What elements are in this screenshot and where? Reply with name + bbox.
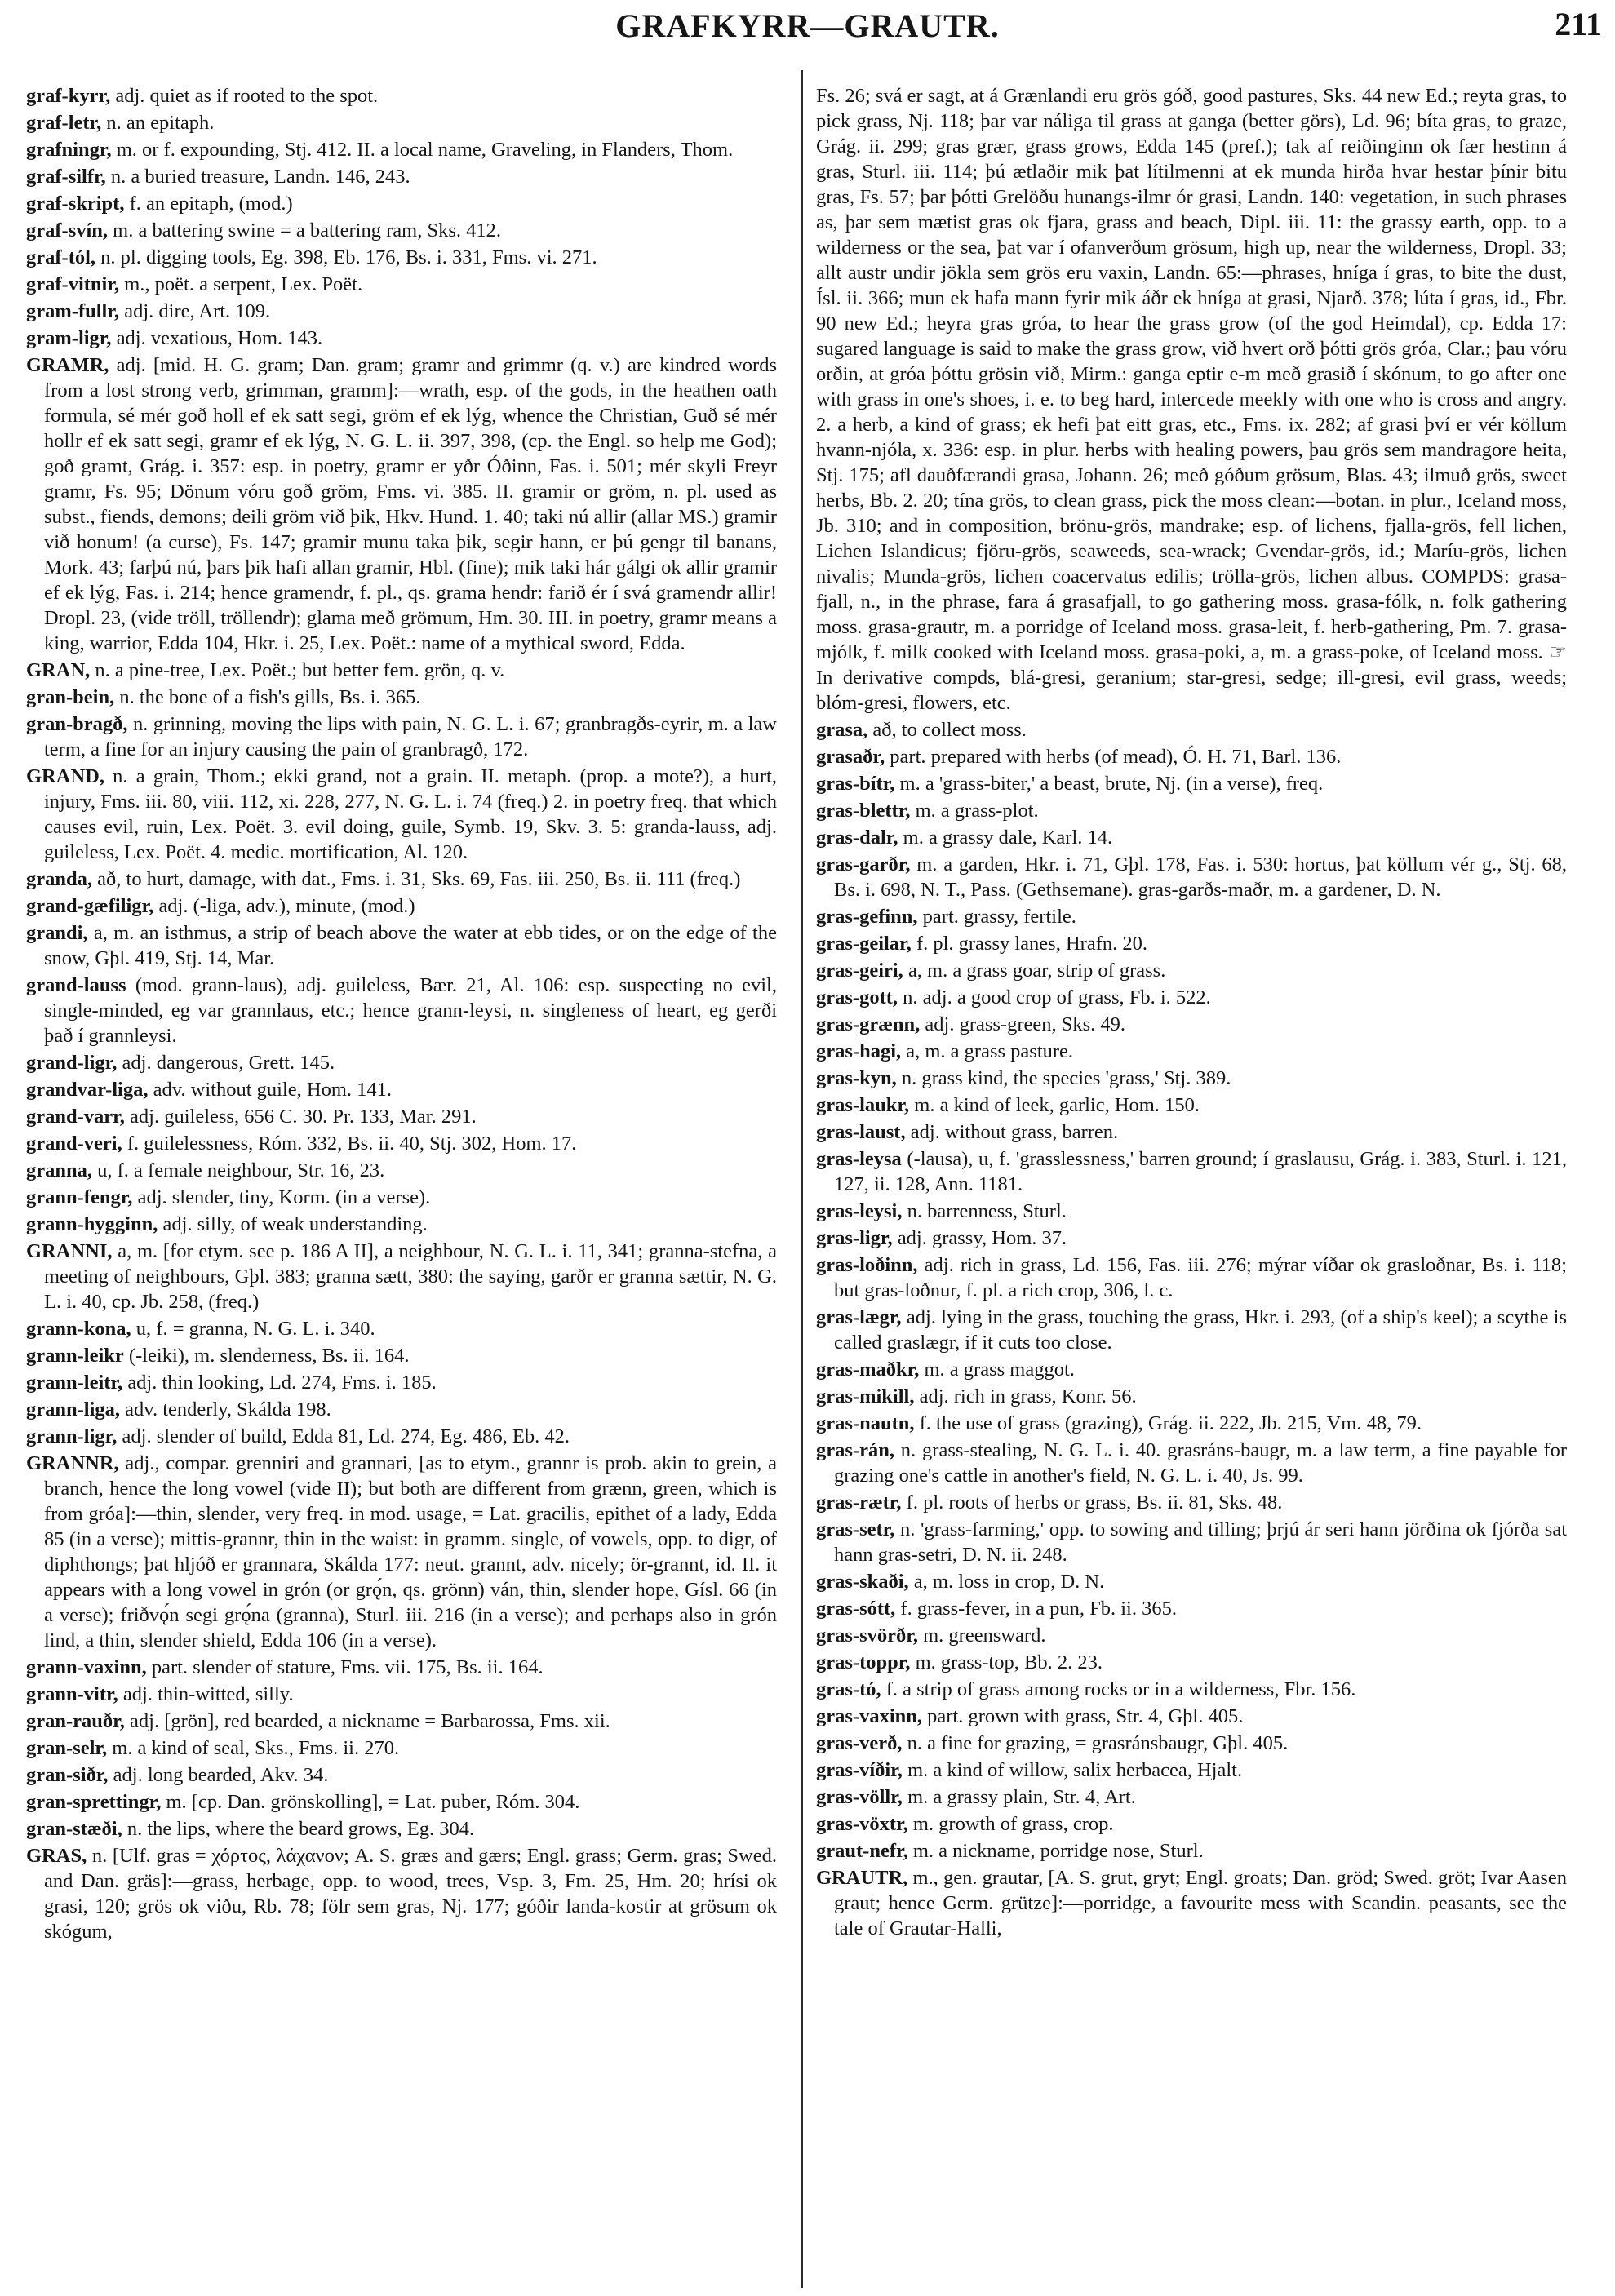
entry-headword: graf-letr, [26, 112, 102, 134]
dictionary-entry [816, 717, 1567, 742]
entry-definition: m. grass-top, Bb. 2. 23. [910, 1651, 1103, 1673]
dictionary-entry [816, 1596, 1567, 1621]
entry-headword: gras-gott, [816, 986, 898, 1008]
entry-definition: n. grass kind, the species 'grass,' Stj. 389. [896, 1067, 1231, 1089]
dictionary-entry [26, 299, 777, 324]
entry-definition: n. barrenness, Sturl. [902, 1200, 1067, 1222]
dictionary-entry [26, 1735, 777, 1761]
entry-definition: m. a 'grass-biter,' a beast, brute, Nj. (in a verse), freq. [894, 773, 1324, 795]
entry-definition: adj. thin-witted, silly. [118, 1683, 294, 1705]
dictionary-entry [26, 973, 777, 1048]
entry-definition: adj. grass-green, Sks. 49. [920, 1013, 1126, 1035]
entry-headword: gras-vaxinn, [816, 1705, 923, 1727]
entry-definition: adj. slender of build, Edda 81, Ld. 274, Eg. 486, Eb. 42. [117, 1425, 570, 1447]
entry-definition: a, m. loss in crop, D. N. [908, 1571, 1105, 1593]
entry-headword: graf-kyrr, [26, 85, 111, 107]
entry-definition: m., poët. a serpent, Lex. Poët. [119, 273, 363, 295]
dictionary-entry [816, 1252, 1567, 1303]
entry-headword: gran-sprettingr, [26, 1791, 162, 1813]
dictionary-entry [816, 1704, 1567, 1729]
dictionary-entry [26, 1239, 777, 1314]
entry-headword: GRANNI, [26, 1240, 113, 1262]
dictionary-entry [816, 1650, 1567, 1675]
entry-headword: grasa, [816, 719, 868, 741]
dictionary-entry [816, 1384, 1567, 1409]
dictionary-entry [26, 1370, 777, 1395]
entry-headword: gras-kyn, [816, 1067, 897, 1089]
entry-definition: (-leiki), m. slenderness, Bs. ii. 164. [123, 1345, 410, 1367]
entry-definition: adj. rich in grass, Ld. 156, Fas. iii. 276; mýrar víðar ok grasloðnar, Bs. i. 118; but gras-loðnur, f. pl. a rich crop, 306, l. c. [834, 1254, 1567, 1301]
entry-definition: m. growth of grass, crop. [907, 1813, 1114, 1835]
left-column [26, 83, 777, 2286]
entry-headword: gras-tó, [816, 1678, 881, 1700]
entry-headword: grann-hygginn, [26, 1213, 158, 1235]
dictionary-entry [26, 1343, 777, 1368]
entry-headword: gras-skaði, [816, 1571, 909, 1593]
dictionary-entry [26, 83, 777, 109]
dictionary-entry [816, 1784, 1567, 1810]
entry-definition: adj., compar. grenniri and grannari, [as to etym., grannr is prob. akin to grein, a branch, hence the long vowel (vide II); but both are different from grænn, green, which is from gróa]:—thin, slender, very freq. in mod. usage, = Lat. gracilis, epithet of a lady, Edda 85 (in a verse); mittis-grannr, thin in the waist: in gramm. single, of vowels, opp. to digr, of diphthongs; þat hljóð er grannara, Skálda 177: neut. grannt, adv. nicely; ör-grannt, id. II. it appears with a long vowel in grón (or grǫ́n, qs. grönn) ván, thin, slender hope, Gísl. 66 (in a verse); friðvǫ́n segi grǫ́na (granna), Sturl. iii. 216 (in a verse); and perhaps also in grón lind, a thin, slender shield, Edda 106 (in a verse). [44, 1452, 777, 1651]
entry-headword: gras-toppr, [816, 1651, 911, 1673]
dictionary-entry [816, 1490, 1567, 1515]
dictionary-entry [26, 1212, 777, 1237]
entry-headword: gras-völlr, [816, 1786, 903, 1808]
entry-definition: n. the lips, where the beard grows, Eg. 304. [122, 1818, 475, 1840]
entry-definition: n. an epitaph. [101, 112, 215, 134]
dictionary-entry [26, 920, 777, 971]
dictionary-entry [26, 1316, 777, 1341]
entry-headword: gras-laukr, [816, 1094, 910, 1116]
dictionary-entry [816, 1517, 1567, 1567]
entry-definition: að, to collect moss. [867, 719, 1027, 741]
dictionary-entry [816, 1012, 1567, 1037]
dictionary-entry [26, 218, 777, 243]
entry-headword: grandi, [26, 922, 88, 944]
entry-definition: m. a kind of seal, Sks., Fms. ii. 270. [107, 1737, 400, 1759]
dictionary-entry [816, 1199, 1567, 1224]
entry-headword: grann-vitr, [26, 1683, 118, 1705]
dictionary-entry [26, 658, 777, 683]
entry-definition: adj. (-liga, adv.), minute, (mod.) [153, 895, 415, 917]
entry-headword: grann-leitr, [26, 1372, 123, 1394]
entry-definition: a, m. a grass goar, strip of grass. [903, 960, 1166, 982]
entry-definition: f. the use of grass (grazing), Grág. ii. 222, Jb. 215, Vm. 48, 79. [914, 1412, 1422, 1434]
dictionary-entry [816, 852, 1567, 902]
dictionary-entry [816, 931, 1567, 956]
entry-headword: gras-vöxtr, [816, 1813, 908, 1835]
entry-headword: graut-nefr, [816, 1840, 908, 1862]
entry-definition: adj. without grass, barren. [905, 1121, 1119, 1143]
entry-definition: (mod. grann-laus), adj. guileless, Bær. 21, Al. 106: esp. suspecting no evil, single-minded, eg var grannlaus, etc.; hence grann-leysi, n. singleness of heart, eg gerði það í grannleysi. [44, 974, 777, 1047]
entry-headword: gran-bein, [26, 686, 115, 708]
entry-headword: gras-grænn, [816, 1013, 921, 1035]
dictionary-entry [816, 1677, 1567, 1702]
entry-definition: adj. lying in the grass, touching the grass, Hkr. i. 293, (of a ship's keel); a scythe is called graslægr, if it cuts too close. [834, 1306, 1567, 1354]
dictionary-entry [816, 1865, 1567, 1941]
entry-headword: gras-leysi, [816, 1200, 903, 1222]
entry-headword: gran-stæði, [26, 1818, 122, 1840]
entry-definition: f. grass-fever, in a pun, Fb. ii. 365. [895, 1598, 1177, 1620]
entry-definition: m. a garden, Hkr. i. 71, Gþl. 178, Fas. i. 530: hortus, þat köllum vér g., Stj. 68, Bs. i. 698, N. T., Pass. (Gethsemane). gras-garðs-maðr, m. a gardener, D. N. [834, 853, 1567, 901]
dictionary-entry [26, 1762, 777, 1788]
dictionary-entry [816, 1305, 1567, 1355]
entry-headword: graf-vitnir, [26, 273, 120, 295]
entry-headword: gran-siðr, [26, 1764, 109, 1786]
dictionary-entry [26, 272, 777, 297]
entry-headword: GRAMR, [26, 354, 109, 376]
dictionary-entry [816, 1226, 1567, 1251]
entry-definition: n. the bone of a fish's gills, Bs. i. 365. [114, 686, 421, 708]
dictionary-entry [816, 1411, 1567, 1436]
dictionary-entry [816, 1623, 1567, 1648]
dictionary-entry [26, 711, 777, 762]
dictionary-entry [816, 1438, 1567, 1488]
dictionary-entry [26, 867, 777, 892]
dictionary-entry [26, 1682, 777, 1707]
column-divider [801, 70, 803, 2288]
page-header [0, 0, 1615, 72]
entry-definition: n. a pine-tree, Lex. Poët.; but better fem. grön, q. v. [90, 659, 505, 681]
dictionary-entry [26, 893, 777, 919]
entry-definition: part. grown with grass, Str. 4, Gþl. 405. [922, 1705, 1244, 1727]
dictionary-entry [26, 764, 777, 865]
dictionary-entry [816, 744, 1567, 769]
dictionary-entry [816, 83, 1567, 716]
entry-definition: f. pl. grassy lanes, Hrafn. 20. [911, 933, 1147, 955]
entry-headword: gras-verð, [816, 1732, 903, 1754]
entry-definition: f. an epitaph, (mod.) [124, 193, 293, 215]
entry-headword: grann-ligr, [26, 1425, 118, 1447]
dictionary-entry [816, 1146, 1567, 1197]
entry-headword: gras-bítr, [816, 773, 895, 795]
entry-headword: gras-víðir, [816, 1759, 903, 1781]
dictionary-entry [26, 1424, 777, 1449]
entry-definition: m. a kind of willow, salix herbacea, Hjalt. [902, 1759, 1243, 1781]
entry-headword: graf-skript, [26, 193, 125, 215]
entry-definition: a, m. a grass pasture. [901, 1040, 1074, 1062]
entry-headword: gras-blettr, [816, 800, 911, 822]
dictionary-entry [816, 1039, 1567, 1064]
dictionary-entry [26, 164, 777, 189]
entry-headword: grand-varr, [26, 1106, 125, 1128]
right-column [816, 83, 1567, 2286]
entry-headword: grann-liga, [26, 1398, 121, 1421]
entry-headword: gras-ligr, [816, 1227, 893, 1249]
entry-definition: m. a grass-plot. [910, 800, 1039, 822]
entry-headword: gras-lægr, [816, 1306, 902, 1328]
entry-definition: n. [Ulf. gras = χόρτος, λάχανον; A. S. græs and gærs; Engl. grass; Germ. gras; Swed. and Dan. gräs]:—grass, herbage, opp. to wood, trees, Vsp. 3, Fm. 25, Hm. 20; hrísi ok grasi, 120; grös ok viðu, Rb. 78; fölr sem gras, Nj. 177; góðir landa-kostir at grösum ok skógum, [44, 1845, 777, 1943]
dictionary-entry [26, 352, 777, 656]
entry-definition: adj. dangerous, Grett. 145. [117, 1052, 335, 1074]
dictionary-entry [26, 1843, 777, 1944]
entry-headword: grann-kona, [26, 1318, 131, 1340]
entry-headword: gram-fullr, [26, 300, 120, 322]
entry-headword: gras-nautn, [816, 1412, 915, 1434]
dictionary-entry [26, 245, 777, 270]
entry-headword: gras-sótt, [816, 1598, 896, 1620]
entry-headword: GRANNR, [26, 1452, 119, 1474]
entry-definition: m., gen. grautar, [A. S. grut, gryt; Engl. groats; Dan. gröd; Swed. gröt; Ivar Aasen graut; hence Germ. grütze]:—porridge, a favourite mess with Scandin. peasants, see the tale of Grautar-Halli, [834, 1867, 1567, 1939]
entry-definition: u, f. a female neighbour, Str. 16, 23. [92, 1159, 385, 1181]
entry-headword: gras-leysa [816, 1148, 902, 1170]
dictionary-entry [26, 1816, 777, 1842]
entry-headword: gran-rauðr, [26, 1710, 125, 1732]
entry-definition: m. greensward. [917, 1624, 1046, 1647]
dictionary-entry [26, 1397, 777, 1422]
page-number: 211 [1555, 6, 1602, 42]
entry-definition: adj. grassy, Hom. 37. [892, 1227, 1067, 1249]
entry-definition: Fs. 26; svá er sagt, at á Grænlandi eru grös góð, good pastures, Sks. 44 new Ed.; reyta gras, to pick grass, Nj. 118; þar var náliga til grass at ganga (better görs), Ld. 96; bíta gras, to graze, Grág. ii. 299; gras grær, grass grows, Edda 145 (pref.); tak af reiðinginn ok fær hestinn á gras, Sturl. iii. 114; þú ætlaðir mik þat lítilmenni at ek munda hirða hvar hestar þínir bitu gras, Fs. 57; þar þótti Grelöðu hunangs-ilmr ór grasi, Landn. 140: vegetation, in such phrases as, þar sem mætist gras ok fjara, grass and beach, Dipl. iii. 11: the grassy earth, opp. to a wilderness or the sea, þat var í ofanverðum grösum, high up, near the wilderness, Dropl. 33; allt austr undir jökla sem grös eru vaxin, Landn. 65:—phrases, hníga í gras, to bite the dust, Ísl. ii. 366; mun ek hafa mann fyrir mik áðr ek hníga at grasi, Njarð. 378; lúta í gras, id., Fbr. 90 new Ed.; heyra gras gróa, to hear the grass grow (of the god Heimdal), cp. Edda 17: sugared language is said to make the grass grow, við hvert orð þótti grös gróa, Clar.; þau vóru orðin, at gróa þóttu grösin við, Mirm.: ganga eptir e-m með grasið í skónum, to go after one with grass in one's shoes, i. e. to beg hard, intercede meekly with one who is cross and angry. 2. a herb, a kind of grass; ek hefi þat eitt gras, etc., Fms. ix. 282; af grasi því er vér köllum hvann-njóla, x. 336: esp. in plur. herbs with healing powers, þau grös sem mandragore heita, Stj. 175; afl dauðfærandi grasa, Johann. 26; með góðum grösum, Blas. 43; ilmuð grös, sweet herbs, Bb. 2. 20; tína grös, to clean grass, pick the moss clean:—botan. in plur., Iceland moss, Jb. 310; and in composition, brönu-grös, mandrake; esp. of lichens, fjalla-grös, fell lichen, Lichen Islandicus; fjöru-grös, seaweeds, sea-wrack; Gvendar-grös, id.; Maríu-grös, lichen nivalis; Munda-grös, lichen coacervatus edilis; trölla-grös, lichen albus. COMPDS: grasa-fjall, n., in the phrase, fara á grasafjall, to go gathering moss. grasa-fólk, n. folk gathering moss. grasa-grautr, m. a porridge of Iceland moss. grasa-leit, f. herb-gathering, Pm. 7. grasa-mjólk, f. milk cooked with Iceland moss. grasa-poki, a, m. a grass-poke, of Iceland moss. ☞ In derivative compds, blá-gresi, geranium; star-gresi, sedge; ill-gresi, evil grass, weeds; blóm-gresi, flowers, etc. [816, 85, 1567, 714]
entry-headword: gras-gefinn, [816, 906, 918, 928]
entry-definition: n. grass-stealing, N. G. L. i. 40. grasráns-baugr, m. a law term, a fine payable for grazing one's cattle in another's field, N. G. L. i. 40, Js. 99. [834, 1439, 1567, 1487]
dictionary-entry [816, 1093, 1567, 1118]
entry-headword: graf-silfr, [26, 166, 106, 188]
entry-definition: adj. quiet as if rooted to the spot. [110, 85, 379, 107]
entry-headword: grandvar-liga, [26, 1079, 149, 1101]
dictionary-entry [816, 1569, 1567, 1594]
entry-definition: m. a grass maggot. [919, 1359, 1075, 1381]
entry-definition: (-lausa), u, f. 'grasslessness,' barren ground; í graslausu, Grág. i. 383, Sturl. i. 121, 127, ii. 128, Ann. 1181. [834, 1148, 1567, 1195]
entry-definition: part. slender of stature, Fms. vii. 175, Bs. ii. 164. [146, 1656, 544, 1678]
dictionary-entry [26, 191, 777, 216]
entry-definition: f. pl. roots of herbs or grass, Bs. ii. 81, Sks. 48. [901, 1492, 1283, 1514]
dictionary-entry [816, 825, 1567, 850]
entry-headword: grand-ligr, [26, 1052, 118, 1074]
dictionary-entry [26, 1131, 777, 1156]
dictionary-entry [816, 958, 1567, 983]
entry-definition: n. adj. a good crop of grass, Fb. i. 522. [898, 986, 1211, 1008]
dictionary-entry [26, 1709, 777, 1734]
entry-headword: gras-maðkr, [816, 1359, 920, 1381]
entry-headword: GRAN, [26, 659, 91, 681]
entry-definition: f. guilelessness, Róm. 332, Bs. ii. 40, Stj. 302, Hom. 17. [122, 1132, 577, 1155]
entry-headword: granna, [26, 1159, 93, 1181]
entry-definition: m. a battering swine = a battering ram, Sks. 412. [108, 219, 501, 242]
entry-headword: GRAS, [26, 1845, 87, 1867]
entry-definition: adj. rich in grass, Konr. 56. [914, 1385, 1137, 1407]
running-title: GRAFKYRR—GRAUTR. [615, 7, 1000, 44]
entry-definition: n. a buried treasure, Landn. 146, 243. [105, 166, 410, 188]
dictionary-entry [816, 1119, 1567, 1145]
entry-definition: adj. vexatious, Hom. 143. [111, 327, 323, 349]
dictionary-entry [816, 904, 1567, 929]
entry-definition: m. a nickname, porridge nose, Sturl. [907, 1840, 1204, 1862]
dictionary-entry [26, 137, 777, 162]
entry-headword: grand-lauss [26, 974, 126, 996]
dictionary-entry [816, 1838, 1567, 1864]
entry-definition: m. a kind of leek, garlic, Hom. 150. [909, 1094, 1200, 1116]
dictionary-entry [26, 1104, 777, 1129]
dictionary-entry [816, 1811, 1567, 1837]
entry-definition: m. a grassy plain, Str. 4, Art. [902, 1786, 1136, 1808]
entry-headword: gras-svörðr, [816, 1624, 918, 1647]
dictionary-entry [26, 1789, 777, 1815]
dictionary-entry [26, 326, 777, 351]
entry-headword: grafningr, [26, 139, 112, 161]
entry-headword: gras-loðinn, [816, 1254, 918, 1276]
entry-headword: gras-hagi, [816, 1040, 902, 1062]
entry-definition: n. grinning, moving the lips with pain, N. G. L. i. 67; granbragðs-eyrir, m. a law term, a fine for an injury causing the pain of granbragð, 172. [44, 713, 777, 760]
entry-headword: grasaðr, [816, 746, 885, 768]
entry-headword: grann-leikr [26, 1345, 124, 1367]
entry-definition: f. a strip of grass among rocks or in a wilderness, Fbr. 156. [881, 1678, 1356, 1700]
entry-headword: granda, [26, 868, 93, 890]
entry-headword: graf-svín, [26, 219, 109, 242]
dictionary-entry [816, 985, 1567, 1010]
entry-headword: GRAND, [26, 765, 104, 787]
entry-definition: m. or f. expounding, Stj. 412. II. a local name, Graveling, in Flanders, Thom. [111, 139, 734, 161]
entry-headword: gras-dalr, [816, 827, 898, 849]
dictionary-entry [816, 1731, 1567, 1756]
entry-headword: gras-rætr, [816, 1492, 902, 1514]
entry-definition: að, to hurt, damage, with dat., Fms. i. 31, Sks. 69, Fas. iii. 250, Bs. ii. 111 (freq.) [92, 868, 741, 890]
dictionary-entry [26, 1050, 777, 1075]
entry-definition: part. prepared with herbs (of mead), Ó. H. 71, Barl. 136. [885, 746, 1342, 768]
entry-headword: gras-geiri, [816, 960, 903, 982]
entry-headword: graf-tól, [26, 246, 96, 268]
dictionary-entry [816, 798, 1567, 823]
entry-headword: gram-ligr, [26, 327, 112, 349]
entry-definition: adj. long bearded, Akv. 34. [108, 1764, 329, 1786]
entry-definition: u, f. = granna, N. G. L. i. 340. [131, 1318, 375, 1340]
entry-headword: gras-setr, [816, 1518, 895, 1540]
dictionary-entry [26, 1451, 777, 1653]
dictionary-entry [816, 1757, 1567, 1783]
entry-definition: a, m. [for etym. see p. 186 A II], a neighbour, N. G. L. i. 11, 341; granna-stefna, a meeting of neighbours, Gþl. 383; granna sætt, 380: the saying, garðr er granna sættir, N. G. L. i. 40, cp. Jb. 258, (freq.) [44, 1240, 777, 1313]
entry-definition: n. a grain, Thom.; ekki grand, not a grain. II. metaph. (prop. a mote?), a hurt, injury, Fms. iii. 80, viii. 112, xi. 228, 277, N. G. L. i. 74 (freq.) 2. in poetry freq. that which causes evil, ruin, Lex. Poët. 3. evil doing, guile, Symb. 19, Skv. 3. 5: granda-lauss, adj. guileless, Lex. Poët. 4. medic. mortification, Al. 120. [44, 765, 777, 863]
entry-headword: grann-fengr, [26, 1186, 133, 1208]
dictionary-entry [26, 1185, 777, 1210]
entry-headword: gran-bragð, [26, 713, 128, 735]
entry-definition: adj. [mid. H. G. gram; Dan. gram; gramr and grimmr (q. v.) are kindred words from a lost strong verb, grimman, gramm]:—wrath, esp. of the gods, in the heathen oath formula, sé mér goð holl ef ek satt segi, gröm ef ek lýg, whence the Christian, Guð sé mér hollr ef ek satt segi, gramr ef ek lýg, N. G. L. ii. 397, 398, (cp. the Engl. so help me God); goð gramt, Grág. i. 357: esp. in poetry, gramr er yðr Óðinn, Fas. i. 501; mér skyli Freyr gramr, Fs. 95; Dönum vóru goð gröm, Fms. vi. 385. II. gramir or gröm, n. pl. used as subst., fiends, demons; deili gröm við þik, Hkv. Hund. 1. 40; taki nú allir (allar MS.) gramir við honum! (a curse), Fs. 147; gramir munu taka þik, segir hann, er þú gengr til banans, Mork. 43; farþú nú, þars þik hafi allan gramir, Hbl. (fine); mik taki hár gálgi ok allir gramir ef ek lýg, Fas. i. 214; hence gramendr, f. pl., qs. grama hendr: farið ér í svá gramendr allir! Dropl. 23, (vide tröll, tröllendr); glama með grömum, Hm. 30. III. in poetry, gramr means a king, warrior, Edda 104, Hkr. i. 25, Lex. Poët.: name of a mythical sword, Edda. [44, 354, 777, 654]
entry-definition: n. pl. digging tools, Eg. 398, Eb. 176, Bs. i. 331, Fms. vi. 271. [95, 246, 597, 268]
entry-headword: gran-selr, [26, 1737, 108, 1759]
dictionary-entry [26, 110, 777, 135]
entry-definition: part. grassy, fertile. [917, 906, 1076, 928]
entry-headword: GRAUTR, [816, 1867, 908, 1889]
entry-definition: m. [cp. Dan. grönskolling], = Lat. puber, Róm. 304. [161, 1791, 580, 1813]
dictionary-entry [26, 1158, 777, 1183]
entry-headword: grann-vaxinn, [26, 1656, 147, 1678]
entry-definition: n. a fine for grazing, = grasránsbaugr, Gþl. 405. [902, 1732, 1289, 1754]
dictionary-entry [26, 1077, 777, 1102]
entry-definition: adj. dire, Art. 109. [119, 300, 271, 322]
entry-definition: m. a grassy dale, Karl. 14. [898, 827, 1113, 849]
entry-definition: adj. [grön], red bearded, a nickname = Barbarossa, Fms. xii. [124, 1710, 610, 1732]
entry-headword: gras-mikill, [816, 1385, 915, 1407]
entry-definition: adj. silly, of weak understanding. [158, 1213, 428, 1235]
dictionary-entry [816, 771, 1567, 796]
entry-definition: adj. slender, tiny, Korm. (in a verse). [132, 1186, 431, 1208]
entry-definition: adv. without guile, Hom. 141. [148, 1079, 393, 1101]
entry-definition: adj. thin looking, Ld. 274, Fms. i. 185. [122, 1372, 437, 1394]
entry-definition: a, m. an isthmus, a strip of beach above the water at ebb tides, or on the edge of the snow, Gþl. 419, Stj. 14, Mar. [44, 922, 777, 969]
entry-headword: gras-geilar, [816, 933, 912, 955]
dictionary-entry [816, 1066, 1567, 1091]
entry-headword: gras-rán, [816, 1439, 894, 1461]
entry-definition: n. 'grass-farming,' opp. to sowing and tilling; þrjú ár seri hann jörðina ok fjórða sat hann gras-setri, D. N. ii. 248. [834, 1518, 1567, 1566]
entry-headword: grand-veri, [26, 1132, 122, 1155]
entry-headword: grand-gæfiligr, [26, 895, 154, 917]
entry-headword: gras-garðr, [816, 853, 911, 875]
entry-definition: adj. guileless, 656 C. 30. Pr. 133, Mar. 291. [124, 1106, 477, 1128]
entry-headword: gras-laust, [816, 1121, 906, 1143]
dictionary-entry [26, 685, 777, 710]
dictionary-entry [816, 1357, 1567, 1382]
dictionary-entry [26, 1655, 777, 1680]
entry-definition: adv. tenderly, Skálda 198. [120, 1398, 331, 1421]
